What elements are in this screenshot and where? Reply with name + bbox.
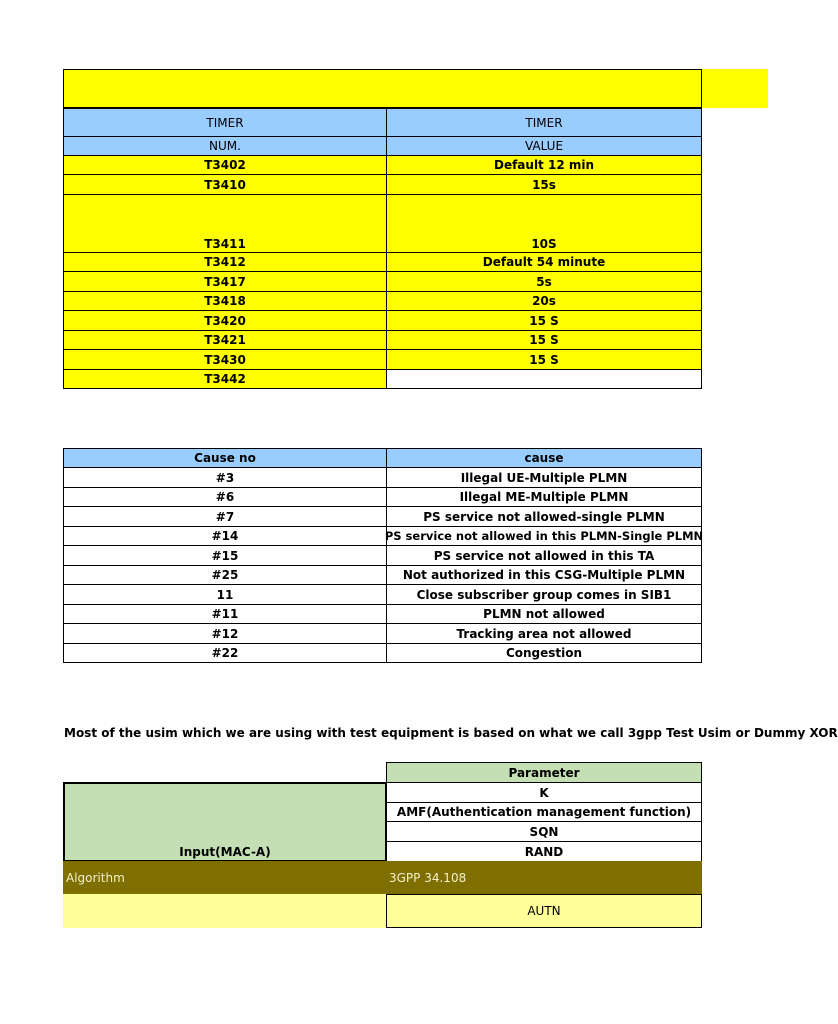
timer-num-t3430: T3430 <box>63 349 387 370</box>
cause-text: PS service not allowed in this PLMN-Single PLMN <box>386 526 702 546</box>
timer-table-title-bar <box>63 69 702 108</box>
cause-text: Congestion <box>386 643 702 663</box>
timer-value-t3417: 5s <box>386 271 702 292</box>
parameter-amf: AMF(Authentication management function) <box>386 802 702 822</box>
timer-subheader-num: NUM. <box>63 136 387 156</box>
output-left-cell <box>63 894 387 928</box>
cause-text: Tracking area not allowed <box>386 623 702 644</box>
cause-no: 11 <box>63 584 387 605</box>
timer-num-t3417: T3417 <box>63 271 387 292</box>
cause-text: Illegal ME-Multiple PLMN <box>386 487 702 507</box>
timer-value-t3420: 15 S <box>386 310 702 331</box>
cause-text: Illegal UE-Multiple PLMN <box>386 467 702 488</box>
autn-output: AUTN <box>386 894 702 928</box>
cause-no: #15 <box>63 545 387 566</box>
timer-value-t3442 <box>386 369 702 389</box>
cause-text: Close subscriber group comes in SIB1 <box>386 584 702 605</box>
timer-num-t3402: T3402 <box>63 155 387 175</box>
timer-num-t3412: T3412 <box>63 252 387 272</box>
cause-no: #12 <box>63 623 387 644</box>
timer-num-t3420: T3420 <box>63 310 387 331</box>
algorithm-label: Algorithm <box>63 861 387 895</box>
parameter-sqn: SQN <box>386 821 702 842</box>
timer-value-t3421: 15 S <box>386 330 702 350</box>
cause-text: PLMN not allowed <box>386 604 702 624</box>
timer-num-t3421: T3421 <box>63 330 387 350</box>
cause-no: #22 <box>63 643 387 663</box>
timer-subheader-value: VALUE <box>386 136 702 156</box>
timer-header-num: TIMER <box>63 108 387 137</box>
cause-no: #6 <box>63 487 387 507</box>
timer-num-t3410: T3410 <box>63 174 387 195</box>
cause-text: PS service not allowed in this TA <box>386 545 702 566</box>
cause-no: #25 <box>63 565 387 585</box>
usim-note-text: Most of the usim which we are using with test equipment is based on what we call 3gpp Test Usim or Dummy XOR <box>64 726 838 740</box>
timer-num-t3411: T3411 <box>63 194 387 253</box>
cause-header-no: Cause no <box>63 448 387 468</box>
timer-num-t3418: T3418 <box>63 291 387 311</box>
timer-value-t3402: Default 12 min <box>386 155 702 175</box>
timer-value-t3418: 20s <box>386 291 702 311</box>
timer-value-t3430: 15 S <box>386 349 702 370</box>
cause-no: #14 <box>63 526 387 546</box>
timer-header-value: TIMER <box>386 108 702 137</box>
cause-no: #7 <box>63 506 387 527</box>
cause-text: PS service not allowed-single PLMN <box>386 506 702 527</box>
cause-no: #3 <box>63 467 387 488</box>
timer-value-t3410: 15s <box>386 174 702 195</box>
algorithm-value: 3GPP 34.108 <box>386 861 702 895</box>
cause-no: #11 <box>63 604 387 624</box>
cause-text: Not authorized in this CSG-Multiple PLMN <box>386 565 702 585</box>
timer-value-t3411: 10S <box>386 194 702 253</box>
timer-table-title-overflow <box>702 69 768 108</box>
timer-num-t3442: T3442 <box>63 369 387 389</box>
parameter-k: K <box>386 782 702 803</box>
timer-value-t3412: Default 54 minute <box>386 252 702 272</box>
cause-header-cause: cause <box>386 448 702 468</box>
input-mac-a-label: Input(MAC-A) <box>63 782 387 862</box>
parameter-header: Parameter <box>386 762 702 783</box>
parameter-rand: RAND <box>386 841 702 862</box>
